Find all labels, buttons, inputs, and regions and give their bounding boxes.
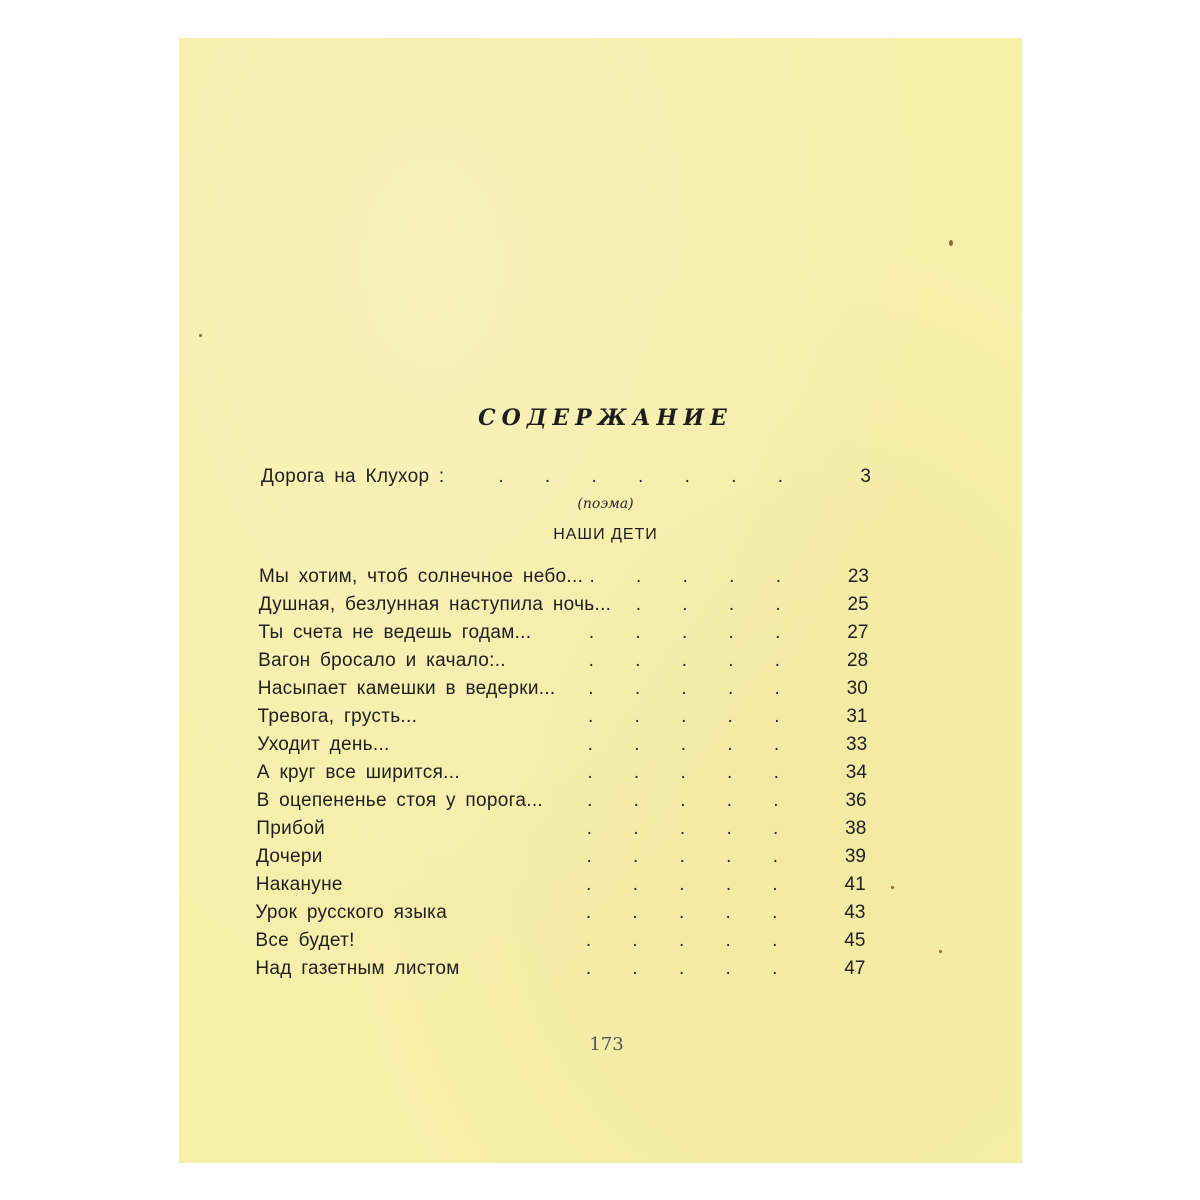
- toc-entry-title: Мы хотим, чтоб солнечное небо...: [259, 566, 584, 587]
- toc-leader-dots: . . . . .: [587, 706, 798, 727]
- poem-note: (поэма): [577, 496, 634, 512]
- toc-entry-page: 25: [847, 594, 869, 615]
- toc-entry[interactable]: [257, 787, 867, 815]
- toc-entry[interactable]: [258, 619, 868, 647]
- toc-entry-title: А круг все ширится...: [256, 762, 460, 783]
- toc-entry[interactable]: [259, 591, 869, 619]
- toc-entry-page: 31: [846, 706, 868, 727]
- toc-entry[interactable]: [257, 731, 867, 759]
- toc-entry-page: 3: [860, 466, 871, 487]
- toc-leader-dots: . . . . .: [588, 622, 799, 643]
- toc-entry-title: Уходит день...: [257, 734, 390, 755]
- toc-entry[interactable]: [259, 563, 869, 591]
- toc-entry-page: 28: [846, 650, 869, 671]
- toc-entry-page: 33: [846, 734, 868, 755]
- toc-entry-title: Насыпает камешки в ведерки...: [257, 678, 556, 699]
- toc-entry[interactable]: [257, 759, 867, 787]
- toc-leader-dots: . . . . .: [585, 930, 796, 951]
- toc-leader-dots: . . . . .: [585, 902, 796, 923]
- toc-entry-page: 34: [845, 762, 867, 783]
- toc-entry-title: Душная, безлунная наступила ночь...: [258, 594, 612, 615]
- toc-entry-page: 43: [844, 902, 866, 923]
- toc-leader-dots: . . . . .: [588, 650, 799, 671]
- toc-entry-title: Над газетным листом: [255, 958, 460, 979]
- toc-entry-title: В оцепененье стоя у порога...: [256, 790, 544, 811]
- toc-leader-dots: . . . . . . .: [498, 466, 801, 487]
- toc-entry-title: Дорога на Клухор :: [261, 466, 445, 487]
- contents-heading: СОДЕРЖАНИЕ: [478, 405, 733, 431]
- toc-entry-title: Накануне: [255, 874, 343, 895]
- toc-entry-page: 38: [845, 818, 867, 839]
- toc-entry-page: 36: [845, 790, 867, 811]
- toc-entry[interactable]: [258, 647, 868, 675]
- paper-speck: [949, 240, 953, 246]
- toc-leader-dots: . . . . .: [589, 594, 799, 615]
- toc-entry-page: 39: [844, 846, 866, 867]
- toc-entry[interactable]: [256, 871, 866, 899]
- toc-leader-dots: . . . . .: [587, 790, 797, 811]
- toc-entry-title: Дочери: [256, 846, 323, 867]
- toc-entry-page: 47: [844, 958, 866, 979]
- paper-speck: [939, 950, 942, 953]
- page-number: 173: [589, 1034, 624, 1055]
- toc-entry-first[interactable]: [261, 463, 871, 491]
- toc-entry-page: 27: [847, 622, 869, 643]
- toc-leader-dots: . . . . .: [585, 958, 796, 979]
- section-title: НАШИ ДЕТИ: [553, 526, 658, 543]
- toc-entry[interactable]: [256, 815, 866, 843]
- toc-leader-dots: . . . . .: [586, 874, 796, 895]
- toc-entry[interactable]: [258, 675, 868, 703]
- toc-leader-dots: . . . . .: [589, 566, 799, 587]
- toc-leader-dots: . . . . .: [586, 818, 797, 839]
- toc-entry[interactable]: [255, 927, 865, 955]
- book-page: [179, 38, 1022, 1163]
- toc-leader-dots: . . . . .: [586, 846, 796, 867]
- toc-entry-title: Вагон бросало и качало:..: [258, 650, 506, 671]
- toc-entry-page: 45: [844, 930, 866, 951]
- toc-entry-title: Прибой: [256, 818, 325, 839]
- paper-speck: [891, 886, 894, 889]
- toc-entry-title: Урок русского языка: [255, 902, 448, 923]
- toc-leader-dots: . . . . .: [588, 678, 798, 699]
- toc-leader-dots: . . . . .: [587, 762, 797, 783]
- toc-entry-page: 23: [847, 566, 869, 587]
- toc-entry-title: Все будет!: [255, 930, 355, 951]
- toc-entry[interactable]: [255, 955, 865, 983]
- toc-leader-dots: . . . . .: [587, 734, 798, 755]
- toc-entry-title: Ты счета не ведешь годам...: [258, 622, 532, 643]
- toc-entry[interactable]: [255, 899, 865, 927]
- toc-entry[interactable]: [256, 843, 866, 871]
- toc-entry-page: 30: [846, 678, 868, 699]
- paper-speck: [199, 334, 202, 337]
- toc-entry-title: Тревога, грусть...: [257, 706, 418, 727]
- toc-entry-page: 41: [844, 874, 866, 895]
- toc-entry[interactable]: [258, 703, 868, 731]
